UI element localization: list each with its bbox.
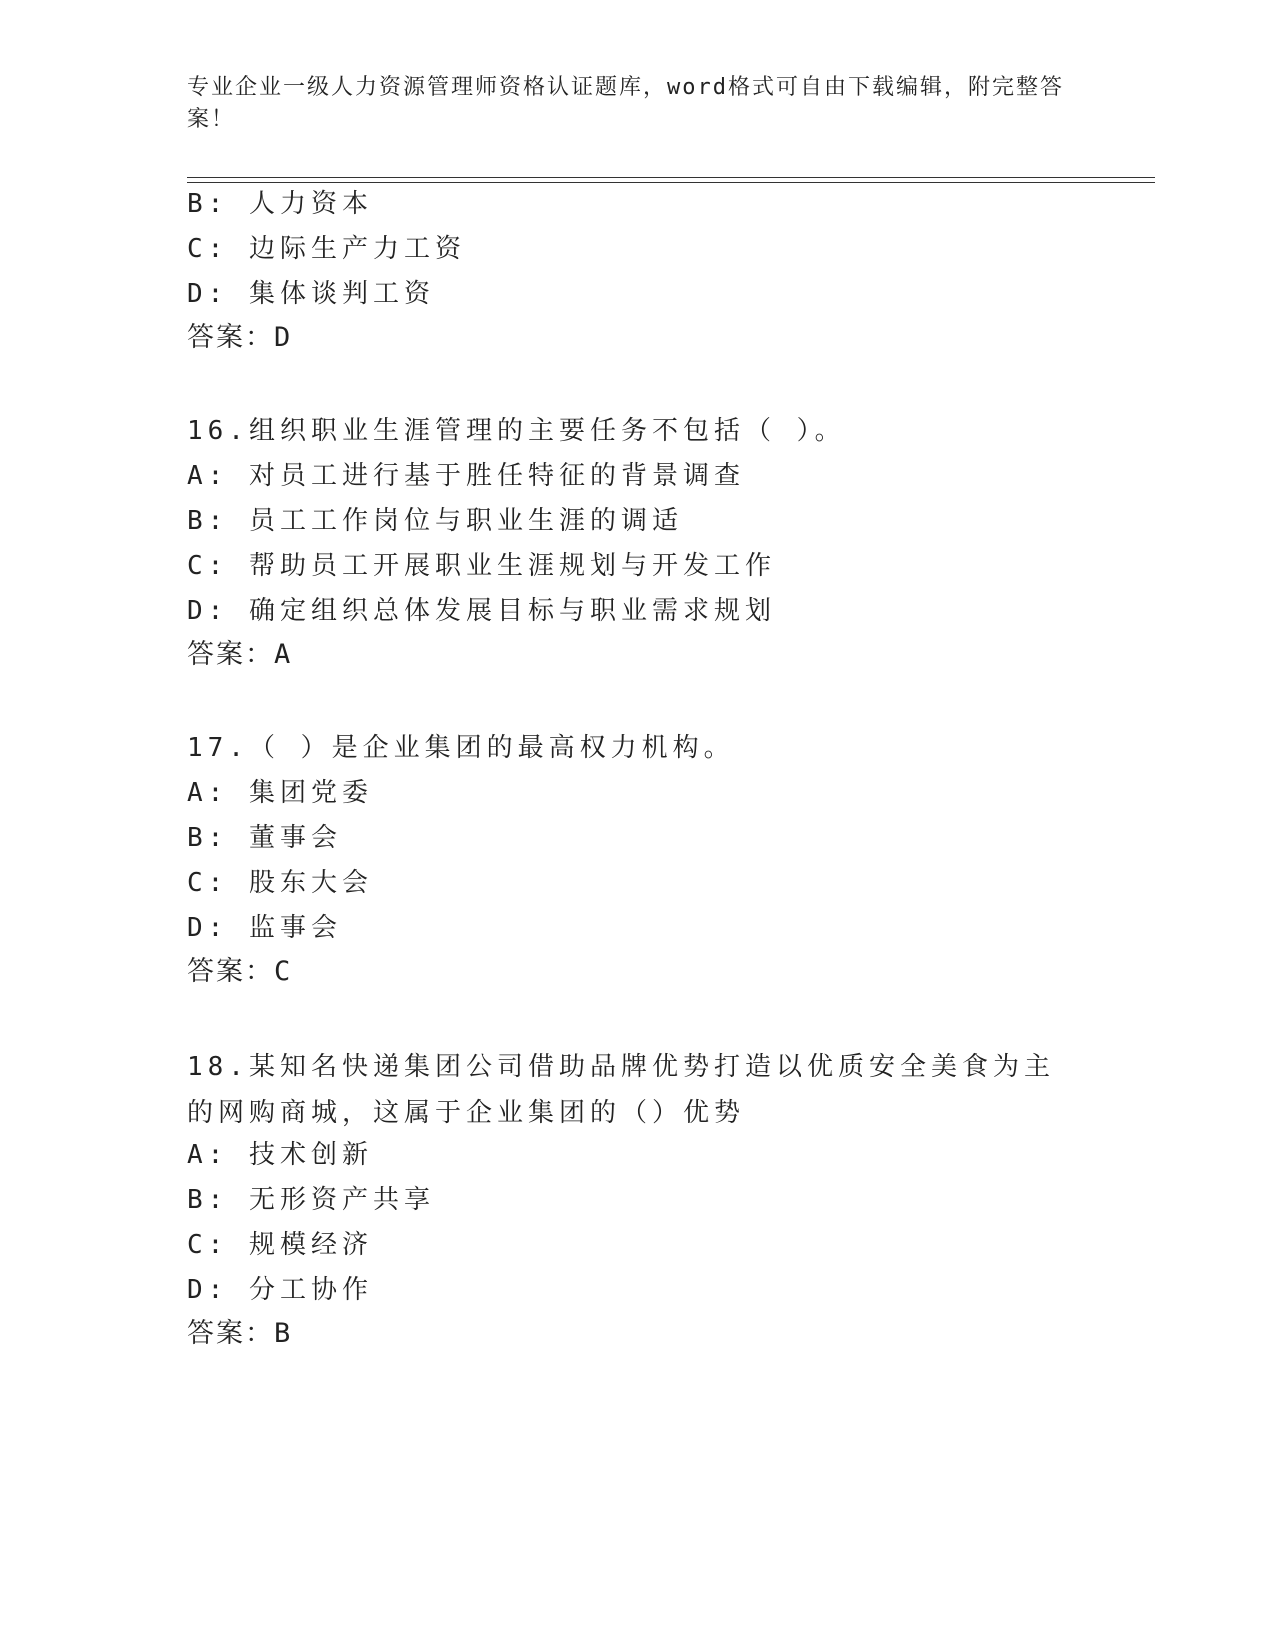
- question-stem: 17.（ ）是企业集团的最高权力机构。: [187, 733, 735, 763]
- page-header: 专业企业一级人力资源管理师资格认证题库，word格式可自由下载编辑，附完整答案！: [187, 75, 1064, 132]
- header-divider-top: [187, 177, 1155, 178]
- option-a: A: 技术创新: [187, 1140, 373, 1170]
- answer-line: 答案：C: [187, 956, 293, 987]
- option-b: B: 无形资产共享: [187, 1185, 435, 1215]
- option-a: A: 对员工进行基于胜任特征的背景调查: [187, 461, 745, 491]
- option-a: A: 集团党委: [187, 778, 373, 808]
- option-d: D: 集体谈判工资: [187, 279, 435, 309]
- question-stem: 16.组织职业生涯管理的主要任务不包括（ ）。: [187, 416, 846, 446]
- option-d: D: 分工协作: [187, 1275, 373, 1305]
- option-c: C: 股东大会: [187, 868, 373, 898]
- option-d: D: 监事会: [187, 913, 342, 943]
- option-c: C: 帮助员工开展职业生涯规划与开发工作: [187, 551, 776, 581]
- option-b: B: 董事会: [187, 823, 342, 853]
- answer-line: 答案：D: [187, 322, 293, 353]
- question-stem: 18.某知名快递集团公司借助品牌优势打造以优质安全美食为主的网购商城，这属于企业集团的（）优势: [187, 1052, 1055, 1128]
- option-c: C: 边际生产力工资: [187, 234, 466, 264]
- option-b: B: 员工工作岗位与职业生涯的调适: [187, 506, 683, 536]
- answer-line: 答案：B: [187, 1318, 293, 1349]
- option-d: D: 确定组织总体发展目标与职业需求规划: [187, 596, 776, 626]
- answer-line: 答案：A: [187, 639, 293, 670]
- header-divider-bottom: [187, 182, 1155, 183]
- option-c: C: 规模经济: [187, 1230, 373, 1260]
- option-b: B: 人力资本: [187, 189, 373, 219]
